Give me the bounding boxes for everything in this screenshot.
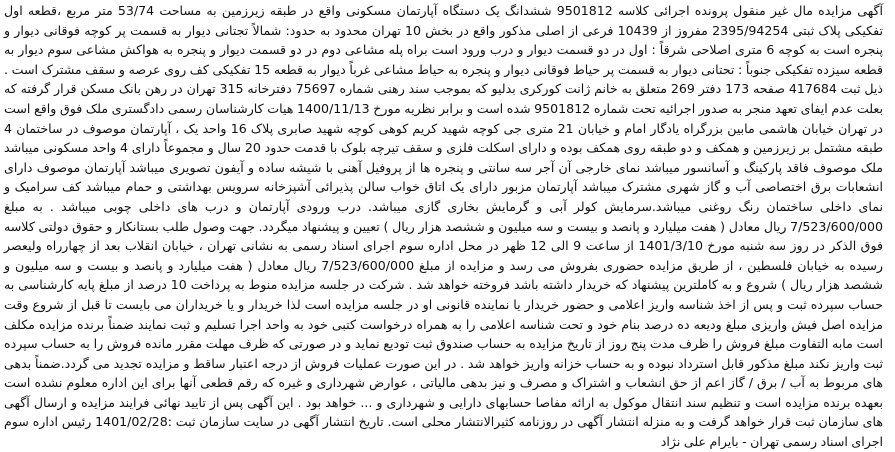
notice-body-text: آگهی مزایده مال غیر منقول پرونده اجرائی کلاسه 9501812 ششدانگ یک دستگاه آپارتمان مسکونی واقع در طبقه زیرزمین به مساحت 53/74 متر مربع ،قطعه اول تفکیکی پلاک ثبتی 2395/94254 مفروز از 10439 فرعی از اصلی مذکور واقع در بخش 10 تهران محدود به حدود: شمالاً تجتانی دیوار به قسمت پر کوچه فوقانی دیوار و پنجره است به کوچه 6 متری اصلاحی شرقاً : اول در دو قسمت دیوار و درب ورود است براه پله مشاعی دوم در دو قسمت دیوار و پنجره به هواکش مشاعی سوم دیوار به قطعه سیزده تفکیکی جنوباً : تحتانی دیوار به قسمت پر حیاط فوقانی دیوار و پنجره به حیاط مشاعی غرباً دیوار به قطعه 15 تفکیکی کف روی عرصه و سقف مشترک است . ذیل ثبت 417684 صفحه 173 دفتر 269 متعلق به خانم ژانت کورکری بدلیو که بموجب سند رهنی شماره 75697 دفترخانه 315 تهران در رهن بانک مسکن قرار گرفته که بعلت عدم ایفای تعهد منجر به صدور اجرائیه تحت شماره 9501812 شده است و برابر نظریه مورخ 1400/11/13 هیات کارشناسان رسمی دادگستری ملک فوق واقع است در تهران خیابان هاشمی مابین بزرگراه یادگار امام و خیابان 21 متری جی کوچه شهید کریم کوهی کوچه شهید صابری پلاک 16 واحد یک ، آپارتمان موصوف در ساختمان 4 طبقه مشتمل بر زیرزمین و همکف و دو طبقه روی همکف بوده و دارای اسکلت فلزی و سقف تیرچه بلوک با قدمت حدود 20 سال و مجموعاً دارای 4 واحد مسکونی میباشد ملک موصوف فاقد پارکینگ و آسانسور میباشد نمای خارجی آن آجر سه سانتی و پنجره ها از پروفیل آهنی با شیشه ساده و آیفون تصویری میباشد آپارتمان موصوف دارای انشعابات برق اختصاصی آب و گاز شهری مشترک میباشد آپارتمان مزبور دارای یک اتاق خواب سالن پذیرائی آشپزخانه سرویس بهداشتی و حمام میباشد کف سرامیک و نمای داخلی ساختمان رنگ روغنی میباشد.سرمایش کولر آبی و گرمایش بخاری گازی میباشد. درب ورودی آپارتمان و درب های داخلی چوبی میباشد . به مبلغ 7/523/600/000 ریال معادل ( هفت میلیارد و پانصد و بیست و سه میلیون و ششصد هزار ریال ) تعیین و پیشنهاد میگردد. جهت وصول طلب بستانکار و حقوق دولتی کلاسه فوق الذکر در روز سه شنبه مورخ 1401/3/10 از ساعت 9 الی 12 ظهر در محل اداره سوم اجرای اسناد رسمی به نشانی تهران ، خیابان انقلاب بعد از چهارراه ولیعصر رسیده به خیابان فلسطین ، از طریق مزایده حضوری بفروش می رسد و مزایده از مبلغ 7/523/600/000 ریال معادل ( هفت میلیارد و پانصد و بیست و سه میلیون و ششصد هزار ریال ) شروع و به کاملترین پیشنهاد که خریدار داشته باشد فروخته خواهد شد . شرکت در جلسه مزایده منوط به پرداخت 10 درصد از مبلغ پایه کارشناسی به حساب سپرده ثبت و پس از اخذ شناسه واریز اعلامی و حضور خریدار یا نماینده قانونی او در جلسه مزایده است لذا خریدار و یا خریداران می بایست تا قبل از شروع وقت مزایده اصل فیش واریزی مبلغ ودیعه ده درصد بنام خود و تحت شناسه اعلامی را به همراه درخواست کتبی خود به واحد اجرا تسلیم و ثبت نمایند ضمناً برنده مزایده مکلف است مابه التفاوت مبلغ فروش را ظرف مدت پنج روز از تاریخ مزایده به حساب صندوق ثبت تودیع نماید و در صورتی که ظرف مهلت مقرر مانده فروش را به حساب سپرده ثبت واریز نکند مبلغ مذکور قابل استرداد نبوده و به حساب خزانه واریز خواهد شد . در این صورت عملیات فروش از درجه اعتبار ساقط و مزایده تجدید می گردد.ضمناً بدهی های مربوط به آب / برق / گاز اعم از حق انشعاب و اشتراک و مصرف و نیز بدهی مالیاتی ، عوارض شهرداری و غیره که رقم قطعی آنها برای این اداره معلوم نشده است بعهده برنده مزایده است و تنظیم سند انتقال موکول به ارائه مفاصا حسابهای دارایی و شهرداری و ... خواهد بود . این آگهی پس از تایید نهائی فرایند مزایده و ارسال آگهی های سازمان ثبت قرار خواهد گرفت و به منزله انتشار آگهی در روزنامه کثیرالانتشار محلی است. تاریخ انتشار آگهی در سایت سازمان ثبت :1401/02/28 رئیس اداره سوم اجرای اسناد رسمی تهران - بایرام علی نژاد bbox=[4, 3, 884, 450]
